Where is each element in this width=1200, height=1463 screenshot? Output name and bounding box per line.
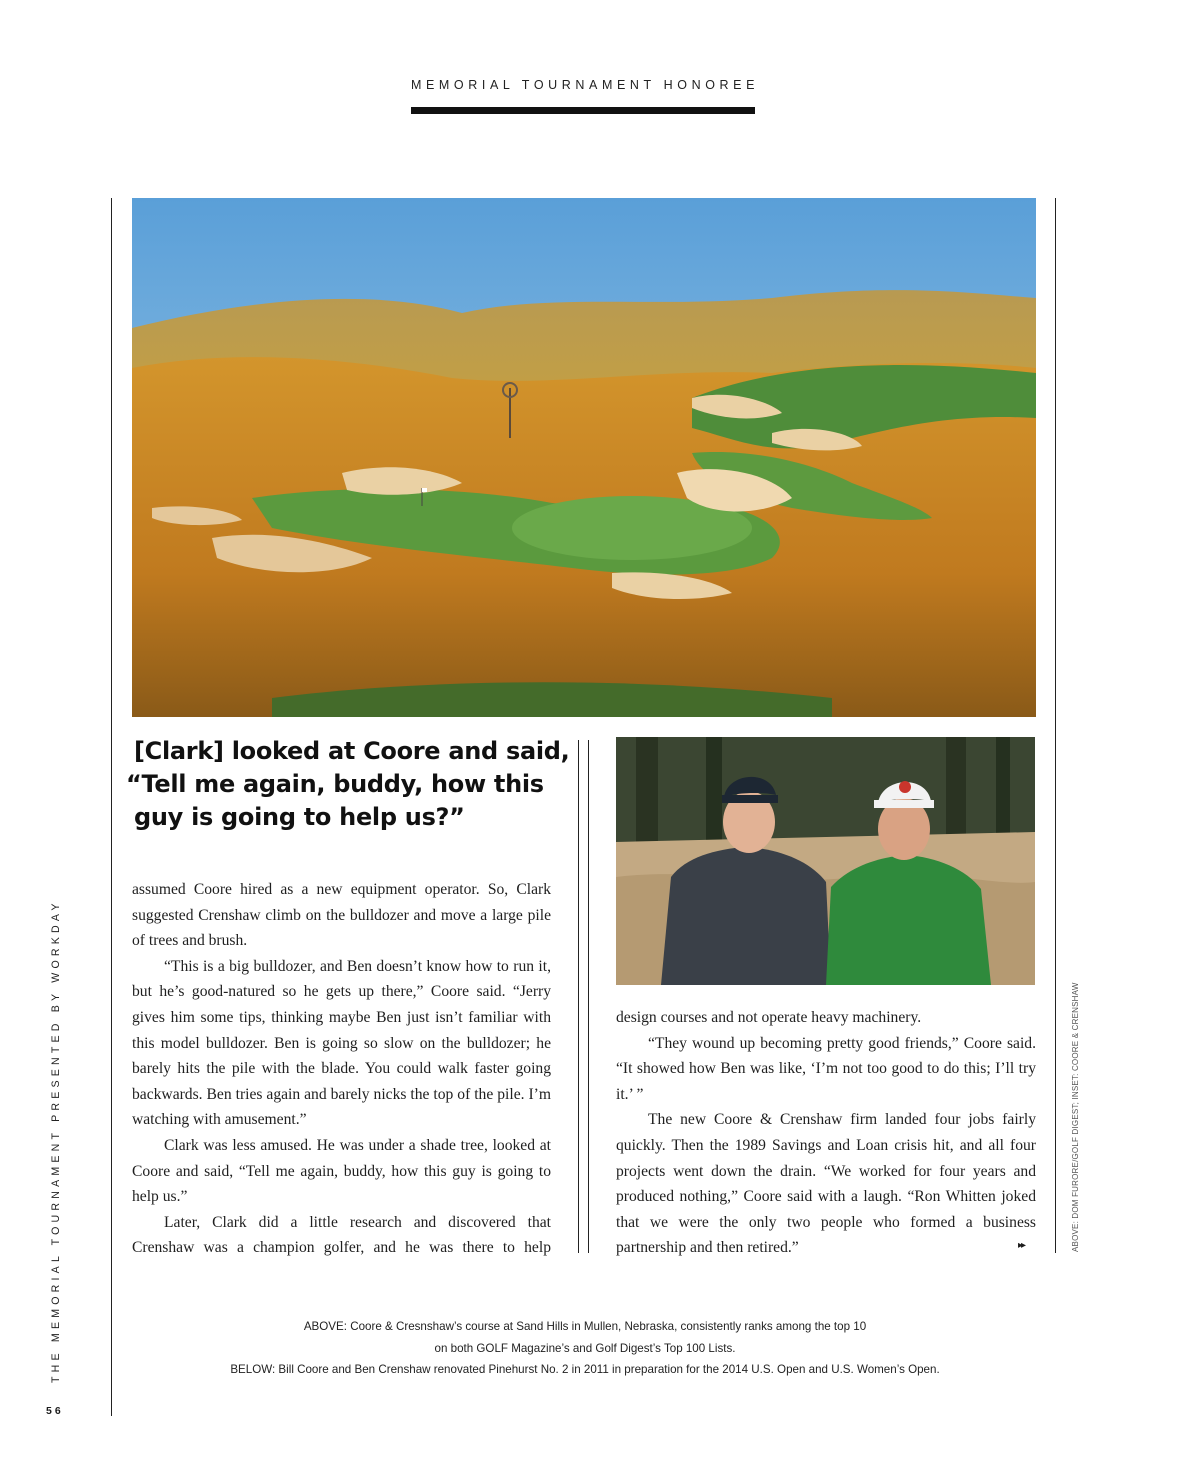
photo-captions (160, 1316, 1010, 1381)
left-frame-rule (111, 198, 112, 1416)
photo-credit: ABOVE: DOM FURORE/GOLF DIGEST; INSET: COORE & CRENSHAW (1071, 982, 1080, 1252)
body-column-2 (616, 1005, 1036, 1261)
column-rule-a (578, 740, 579, 1253)
column-rule-b (588, 740, 589, 1253)
body-column-1 (132, 877, 551, 1261)
running-title: THE MEMORIAL TOURNAMENT PRESENTED BY WORKDAY (50, 899, 62, 1383)
body-paragraph: assumed Coore hired as a new equipment operator. So, Clark suggested Crenshaw climb on the bulldozer and move a large pile of trees and brush. (132, 881, 551, 950)
main-course-photo (132, 198, 1036, 717)
body-paragraph: Later, Clark did a little research and discovered that Crenshaw was a champion golfer, and he was there to help (132, 1213, 551, 1257)
body-paragraph: “They wound up becoming pretty good friends,” Coore said. “It showed how Ben was like, ‘I’m not too good to do this; I’ll try it.’ ” (616, 1034, 1036, 1103)
caption-line-1: ABOVE: Coore & Cresnshaw’s course at Sand Hills in Mullen, Nebraska, consistently ranks among the top 10 (303, 1320, 867, 1333)
inset-portrait-photo (616, 737, 1035, 985)
continue-arrow-icon: ▸▸ (1018, 1240, 1025, 1251)
pull-quote (126, 735, 570, 834)
caption-line-3: BELOW: Bill Coore and Ben Crenshaw renovated Pinehurst No. 2 in 2011 in preparation for the 2014 U.S. Open and U.S. Women’s Open. (230, 1363, 940, 1376)
body-paragraph: The new Coore & Crenshaw firm landed four jobs fairly quickly. Then the 1989 Savings and Loan crisis hit, and all four projects went down the drain. “We worked for four years and produced nothing,” Coore said with a laugh. “Ron Whitten joked that we were the only two people who formed a business partnership and then retired.” (616, 1111, 1036, 1257)
section-bar (411, 107, 755, 114)
pull-quote-line-1: [Clark] looked at Coore and said, (134, 737, 570, 765)
body-paragraph: design courses and not operate heavy machinery. (616, 1009, 922, 1026)
body-paragraph: Clark was less amused. He was under a shade tree, looked at Coore and said, “Tell me again, buddy, how this guy is going to help us.” (132, 1136, 551, 1206)
page-number: 56 (46, 1405, 64, 1417)
body-paragraph: “This is a big bulldozer, and Ben doesn’t know how to run it, but he’s good-natured so he gets up there,” Coore said. “Jerry gives him some tips, thinking maybe Ben just isn’t familiar with this model bulldozer. Ben is going so slow on the bulldozer; he barely hits the pile with the blade. You could walk faster going backwards. Ben tries again and barely nicks the top of the pile. I’m watching with amusement.” (132, 957, 551, 1129)
caption-line-2: on both GOLF Magazine’s and Golf Digest’s Top 100 Lists. (434, 1341, 736, 1355)
pull-quote-line-2: “Tell me again, buddy, how this (126, 770, 544, 798)
pull-quote-line-3: guy is going to help us?” (134, 803, 465, 831)
section-label: MEMORIAL TOURNAMENT HONOREE (410, 78, 760, 92)
right-frame-rule (1055, 198, 1056, 1253)
